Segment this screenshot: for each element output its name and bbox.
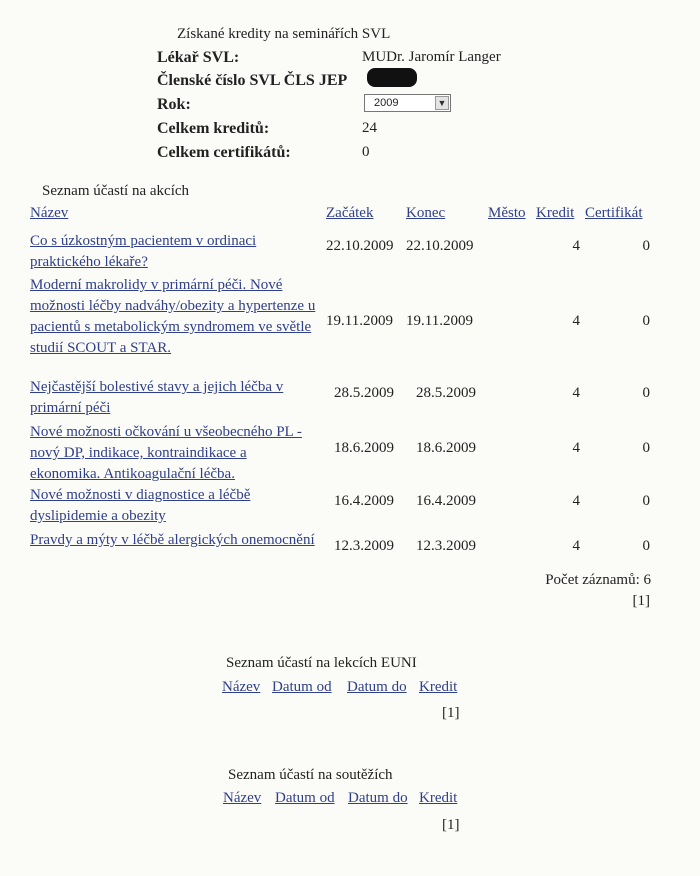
year-select-value: 2009 [374,97,399,109]
event-link[interactable]: Moderní makrolidy v primární péči. Nové možnosti léčby nadváhy/obezity a hypertenze u pacientů s metabolickým syndromem ve světle studií SCOUT a STAR. [30,277,316,356]
event-certificate: 0 [642,385,650,401]
event-credit: 4 [572,493,580,509]
event-link[interactable]: Co s úzkostným pacientem v ordinaci praktického lékaře? [30,233,257,270]
event-end: 22.10.2009 [406,238,474,254]
euni-column-credit[interactable]: Kredit [419,679,458,695]
event-credit: 4 [572,440,580,456]
event-end: 16.4.2009 [416,493,476,509]
contests-column-name[interactable]: Název [223,790,262,806]
column-header-name[interactable]: Název [30,205,69,221]
event-link[interactable]: Pravdy a mýty v léčbě alergických onemocnění [30,532,315,548]
event-start: 28.5.2009 [334,385,394,401]
events-section-title: Seznam účastí na akcích [42,183,190,199]
event-credit: 4 [572,238,580,254]
pager-link[interactable]: [1] [632,593,650,609]
event-link[interactable]: Nové možnosti očkování u všeobecného PL - nový DP, indikace, kontraindikace a ekonomika. Antikoagulační léčba. [30,424,302,482]
event-end: 12.3.2009 [416,538,476,554]
year-label: Rok: [157,96,191,113]
event-credit: 4 [572,313,580,329]
total-credits-label: Celkem kreditů: [157,120,270,137]
column-header-certificate[interactable]: Certifikát [585,205,643,221]
page-title: Získané kredity na seminářích SVL [177,26,391,42]
euni-section-title: Seznam účastí na lekcích EUNI [226,655,417,671]
total-credits-value: 24 [362,120,377,136]
euni-column-date-from[interactable]: Datum od [272,679,332,695]
event-certificate: 0 [642,238,650,254]
event-start: 16.4.2009 [334,493,394,509]
event-link[interactable]: Nové možnosti v diagnostice a léčbě dyslipidemie a obezity [30,487,251,524]
event-end: 28.5.2009 [416,385,476,401]
event-end: 19.11.2009 [406,313,473,329]
event-certificate: 0 [642,440,650,456]
euni-column-date-to[interactable]: Datum do [347,679,407,695]
year-select[interactable] [364,94,451,112]
doctor-value: MUDr. Jaromír Langer [362,49,501,65]
contests-column-date-from[interactable]: Datum od [275,790,335,806]
event-certificate: 0 [642,493,650,509]
contests-section-title: Seznam účastí na soutěžích [228,767,393,783]
euni-column-name[interactable]: Název [222,679,261,695]
column-header-start[interactable]: Začátek [326,205,374,221]
event-start: 19.11.2009 [326,313,393,329]
euni-pager-link[interactable]: [1] [442,705,460,721]
event-end: 18.6.2009 [416,440,476,456]
redacted-member-number [367,68,417,87]
chevron-down-icon[interactable]: ▼ [435,96,449,110]
event-start: 18.6.2009 [334,440,394,456]
event-start: 22.10.2009 [326,238,394,254]
record-count: Počet záznamů: 6 [545,572,651,588]
doctor-label: Lékař SVL: [157,49,240,66]
event-credit: 4 [572,385,580,401]
event-certificate: 0 [642,313,650,329]
column-header-city[interactable]: Město [488,205,526,221]
contests-column-date-to[interactable]: Datum do [348,790,408,806]
column-header-end[interactable]: Konec [406,205,446,221]
total-certificates-label: Celkem certifikátů: [157,144,291,161]
column-header-credit[interactable]: Kredit [536,205,575,221]
event-certificate: 0 [642,538,650,554]
total-certificates-value: 0 [362,144,370,160]
contests-pager-link[interactable]: [1] [442,817,460,833]
contests-column-credit[interactable]: Kredit [419,790,458,806]
event-start: 12.3.2009 [334,538,394,554]
member-number-label: Členské číslo SVL ČLS JEP [157,72,348,89]
event-credit: 4 [572,538,580,554]
event-link[interactable]: Nejčastější bolestivé stavy a jejich léčba v primární péči [30,379,284,416]
